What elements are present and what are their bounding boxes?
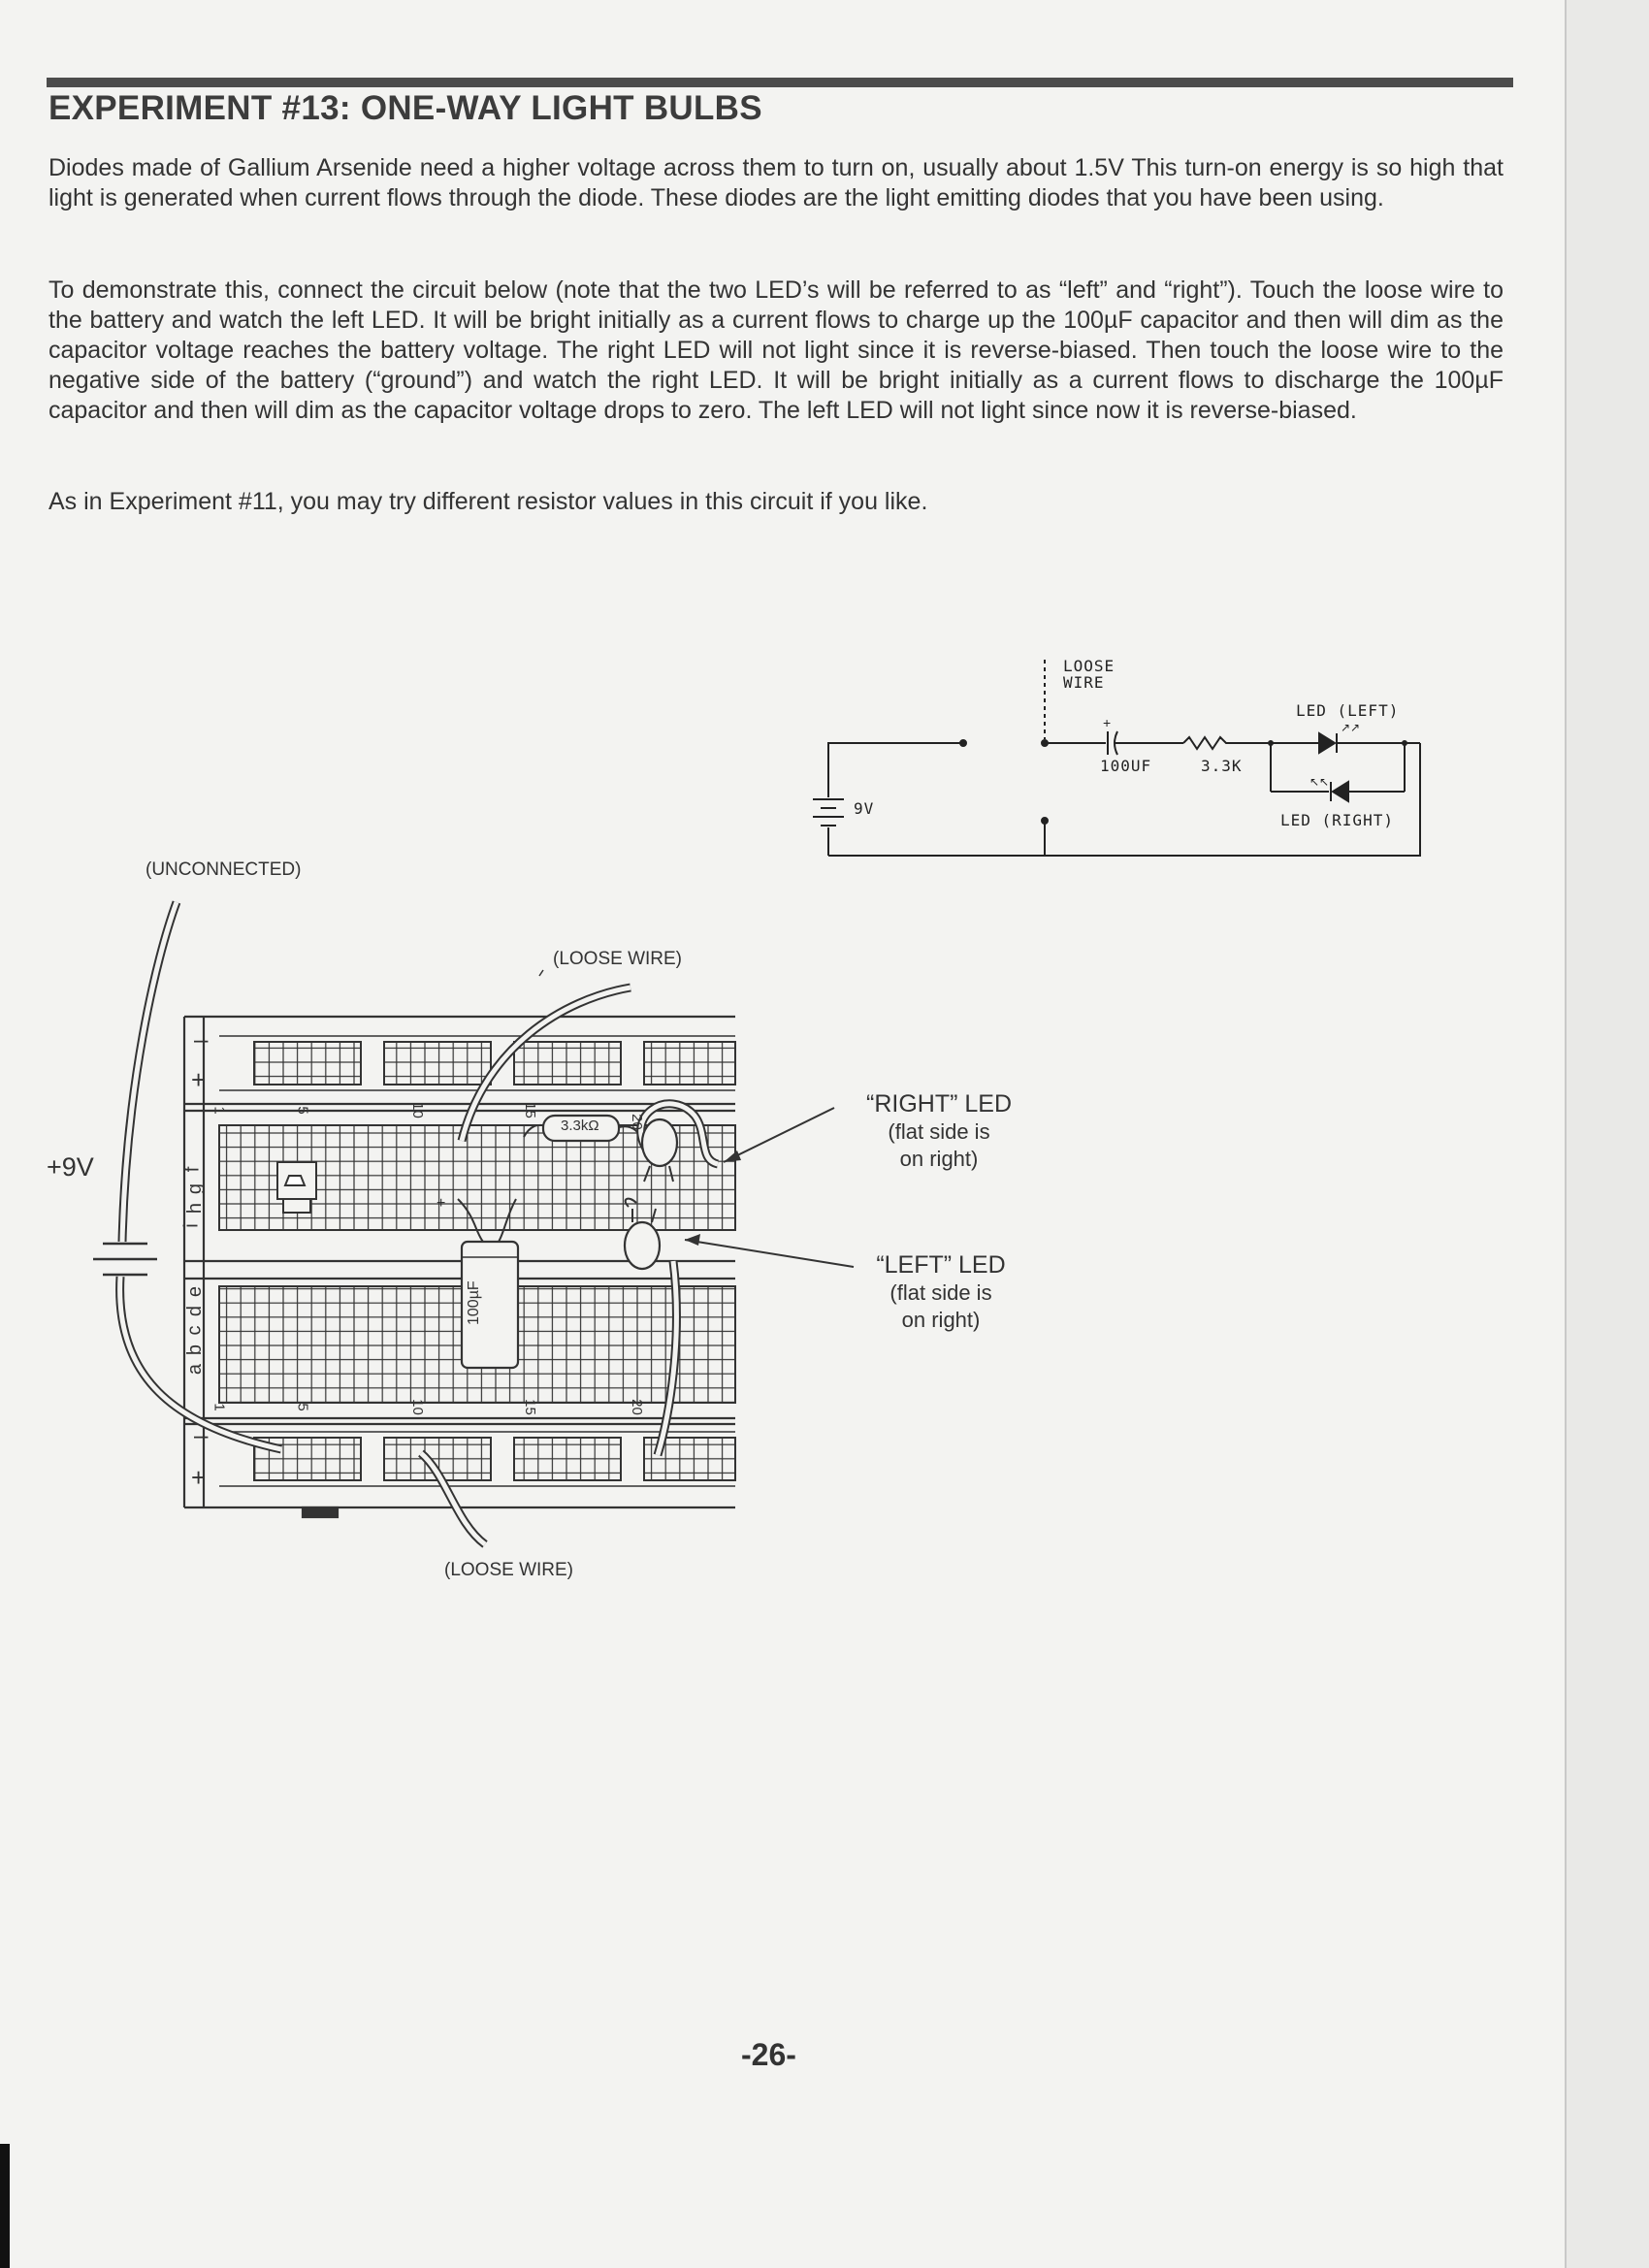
column-number-5: 5 bbox=[294, 1106, 311, 1115]
column-number-1-bottom: 1 bbox=[210, 1403, 228, 1411]
ic-component bbox=[277, 1162, 316, 1213]
rail-minus-bottom: – bbox=[194, 1420, 209, 1449]
row-letter-b: b bbox=[184, 1344, 207, 1356]
loose-wire-bottom-label: (LOOSE WIRE) bbox=[444, 1560, 574, 1580]
schematic-resistor-label: 3.3K bbox=[1201, 757, 1243, 775]
loose-wire-top-label: (LOOSE WIRE) bbox=[553, 949, 683, 969]
page-title: EXPERIMENT #13: ONE-WAY LIGHT BULBS bbox=[48, 89, 762, 127]
page-number: -26- bbox=[741, 2037, 796, 2072]
capacitor-label: 100µF bbox=[466, 1280, 482, 1325]
resistor-label: 3.3kΩ bbox=[561, 1118, 599, 1134]
rail-minus-top: – bbox=[194, 1024, 209, 1053]
left-led-callout-title: “LEFT” LED bbox=[876, 1251, 1006, 1279]
schematic-loose-wire-label-1: LOOSE bbox=[1063, 657, 1116, 675]
rail-plus-top: + bbox=[191, 1065, 207, 1094]
right-led-callout-line2: on right) bbox=[899, 1147, 979, 1171]
right-led-callout-line1: (flat side is bbox=[888, 1119, 990, 1144]
schematic-led-left-label: LED (LEFT) bbox=[1296, 701, 1400, 720]
right-led-callout bbox=[842, 1090, 1036, 1173]
instructions-paragraph: To demonstrate this, connect the circuit below (note that the two LED’s will be referred to as “left” and “right”). Touch the loose wire to the battery and watch the left LED. It will be bright initially as a current flows to charge up the 100µF capacitor and then will dim as the capacitor voltage reaches the battery voltage. The right LED will not light since it is reverse-biased. Then touch the loose wire to the negative side of the battery (“ground”) and watch the right LED. It will be bright initially as a current flows to discharge the 100µF capacitor and then will dim as the capacitor voltage drops to zero. The left LED will not light since now it is reverse-biased. bbox=[48, 276, 1504, 424]
schematic-loose-wire-label-2: WIRE bbox=[1063, 673, 1105, 692]
column-number-20-bottom: 20 bbox=[628, 1399, 645, 1415]
battery-voltage-label: +9V bbox=[47, 1152, 94, 1182]
schematic-battery-label: 9V bbox=[854, 799, 875, 818]
note-paragraph: As in Experiment #11, you may try different resistor values in this circuit if you like. bbox=[48, 488, 928, 515]
schematic-capacitor-label: 100UF bbox=[1100, 757, 1152, 775]
column-number-1: 1 bbox=[210, 1106, 228, 1115]
column-number-15: 15 bbox=[521, 1102, 538, 1118]
unconnected-label: (UNCONNECTED) bbox=[146, 859, 302, 880]
left-led-callout-line2: on right) bbox=[901, 1308, 981, 1332]
right-led-callout-title: “RIGHT” LED bbox=[866, 1090, 1012, 1118]
left-led-callout bbox=[844, 1251, 1038, 1334]
svg-text:+: + bbox=[1103, 715, 1112, 730]
row-letter-f: f bbox=[181, 1166, 204, 1173]
column-number-15-bottom: 15 bbox=[521, 1399, 538, 1415]
column-number-20: 20 bbox=[628, 1114, 645, 1130]
row-letter-c: c bbox=[183, 1325, 206, 1336]
intro-paragraph: Diodes made of Gallium Arsenide need a higher voltage across them to turn on, usually about 1.5V This turn-on energy is so high that light is generated when current flows through the diode. These diodes are the light emitting diodes that you have been using. bbox=[48, 154, 1504, 211]
rail-plus-bottom: + bbox=[191, 1463, 207, 1492]
capacitor-polarity: + bbox=[436, 1195, 446, 1212]
row-letter-e: e bbox=[184, 1285, 207, 1298]
column-number-10-bottom: 10 bbox=[408, 1399, 426, 1415]
row-letter-i: i bbox=[180, 1223, 203, 1228]
row-letter-d: d bbox=[184, 1305, 207, 1317]
row-letter-h: h bbox=[184, 1202, 207, 1215]
column-number-5-bottom: 5 bbox=[294, 1403, 311, 1411]
column-number-10: 10 bbox=[408, 1102, 426, 1118]
schematic-led-right-label: LED (RIGHT) bbox=[1280, 811, 1394, 829]
svg-text:↖↖: ↖↖ bbox=[1310, 775, 1330, 789]
svg-text:↗↗: ↗↗ bbox=[1341, 721, 1361, 734]
row-letter-a: a bbox=[184, 1363, 207, 1376]
row-letter-g: g bbox=[184, 1183, 207, 1195]
left-led-callout-line1: (flat side is bbox=[889, 1280, 992, 1305]
